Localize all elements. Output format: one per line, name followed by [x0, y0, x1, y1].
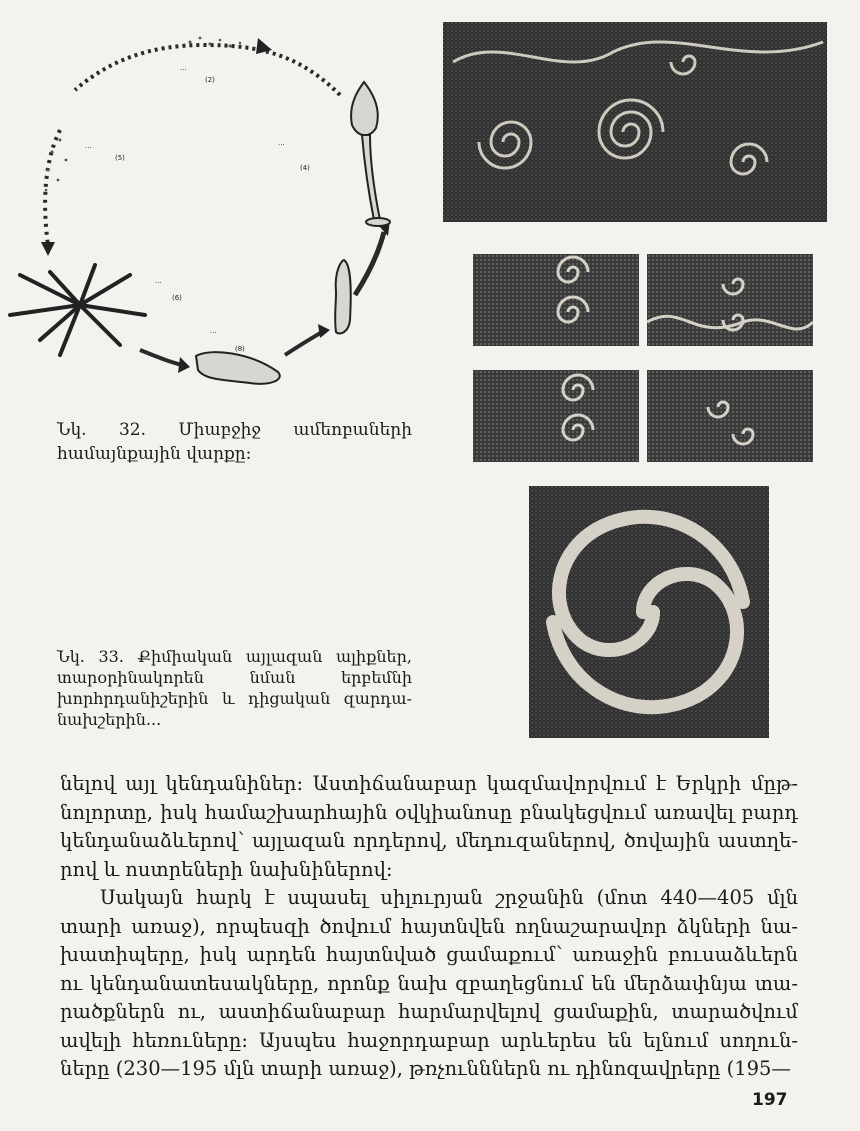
stage-label-amoebae: ...: [85, 142, 92, 150]
body-paragraph-1: նելով այլ կենդանիներ: Աստիճանաբար կազմավորվում է Երկրի մըթնոլորտը, իսկ համաշխարհային օվկիանոսը բնակեցվում առավել բարդ կենդանաձևերով՝ այլազան որդերով, մեդուզաներով, ծովային աստղերով և ոստրեների նախնիներով:: [60, 772, 798, 881]
page-number: 197: [752, 1090, 788, 1110]
stage-label-aggregation-number: (6): [172, 294, 182, 302]
cycle-arrow-right: [355, 232, 384, 295]
cycle-arrow-bottom-left: [140, 350, 182, 365]
arrowhead-bottom-right: [318, 324, 330, 338]
fossil-panel-mid-right-top: [647, 254, 813, 346]
arrowhead-bottom-left: [178, 357, 190, 373]
fossil-panel-mid-left-bottom: [473, 370, 639, 462]
plasmodium-slug: [196, 352, 280, 384]
stage-label-amoebae-number: (5): [115, 154, 125, 162]
stage-label-plasmodium: ...: [210, 327, 217, 335]
cycle-arrow-top: [75, 45, 340, 95]
figure-32-caption: Նկ. 32. Միաբջիջ ամեոբաների համայնքային վարքը:: [57, 420, 412, 464]
stage-label-aggregation: ...: [155, 277, 162, 285]
body-text: [60, 770, 798, 1084]
stage-label-plasmodium-number: (8): [235, 345, 245, 353]
slug-standing: [335, 260, 351, 334]
body-paragraph-2: Սակայն հարկ է սպասել սիլուրյան շրջանին (մոտ 440—405 մլն տարի առաջ), որպեսզի ծովում հայտնվեն ողնաշարավոր ձկների նախատիպերը, իսկ արդեն հայտնված ցամաքում՝ առաջին բուսաձևերն ու կենդանատեսակները, որոնք նախ զբաղեցնում են մերձափնյա տարածքներն ու, աստիճանաբար հարմարվելով ցամաքին, տարածվում ավելի հեռուները: Այսպես հաջորդաբար արևերես են ելնում սողունները (230—195 մլն տարի առաջ), թռչունններն ու դինոզավրերը (195—: [60, 886, 798, 1080]
slime-mold-cycle-figure: [0, 20, 430, 400]
fossil-panel-mid-left-top: [473, 254, 639, 346]
stage-label-spores: ...: [180, 64, 187, 72]
arrowhead-top: [256, 38, 272, 54]
arrowhead-left: [41, 242, 55, 256]
aggregation-star: [10, 265, 145, 355]
stage-label-fruiting-number: (4): [300, 164, 310, 172]
figure-33-caption: Նկ. 33. Քիմիական այլազան ալիքներ, տարօրինակորեն նման երբեմնի խորհրդանիշերին և դիցական զարդանախշերին...: [57, 647, 412, 729]
chemical-waves-figure: [443, 22, 827, 738]
fruiting-body-base: [366, 218, 390, 226]
fossil-panel-mid-right-bottom: [647, 370, 813, 462]
cycle-arrow-bottom-right: [285, 332, 322, 355]
fruiting-body-stalk: [362, 135, 380, 220]
stage-label-fruiting: ...: [278, 139, 285, 147]
stage-label-spores-number: (2): [205, 76, 215, 84]
cycle-arrow-left: [45, 130, 60, 245]
fruiting-body-cap: [351, 82, 378, 135]
